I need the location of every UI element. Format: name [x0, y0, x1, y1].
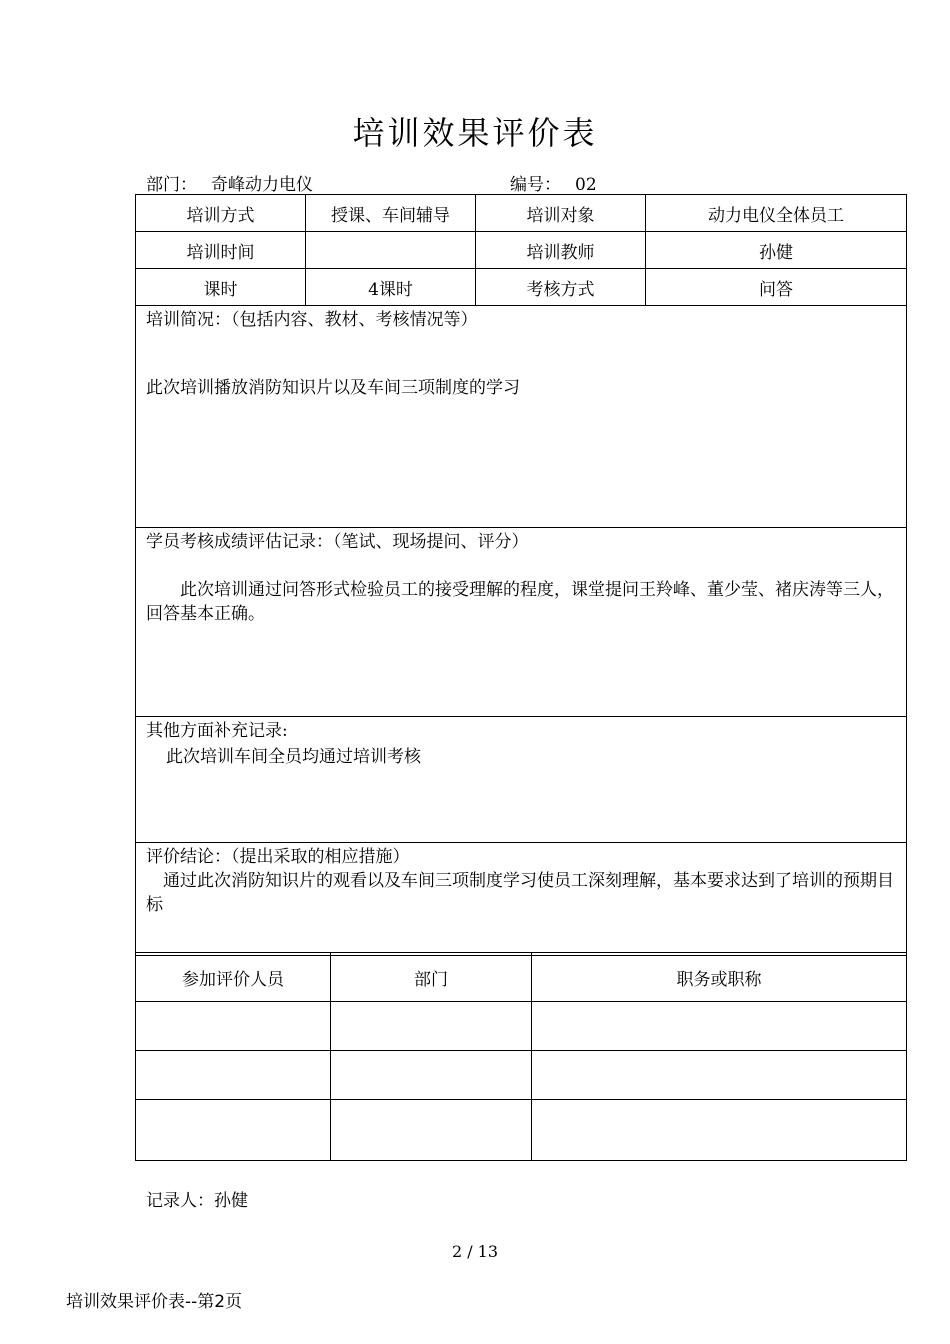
evaluation-conclusion-text: 通过此次消防知识片的观看以及车间三项制度学习使员工深刻理解，基本要求达到了培训的预期目标: [146, 871, 894, 915]
department-value: 奇峰动力电仪: [211, 175, 313, 195]
table-cell: [331, 1051, 532, 1100]
table-row: [136, 306, 907, 528]
table-row: [136, 528, 907, 717]
training-method-label: 培训方式: [136, 195, 306, 232]
table-cell: [331, 1002, 532, 1051]
table-row: [136, 1002, 907, 1051]
page-footer: 培训效果评价表--第2页: [66, 1292, 243, 1312]
class-hours-label: 课时: [136, 269, 306, 306]
table-row: [136, 232, 907, 269]
table-row: [136, 195, 907, 232]
position-header: 职务或职称: [532, 953, 907, 1002]
training-summary-section: [136, 306, 907, 528]
training-info-table: [135, 194, 907, 956]
class-hours-value: 4课时: [306, 269, 476, 306]
document-title: 培训效果评价表: [352, 114, 598, 152]
training-method-value: 授课、车间辅导: [306, 195, 476, 232]
table-cell: [532, 1002, 907, 1051]
other-records-label: 其他方面补充记录:: [146, 721, 288, 741]
table-row: [136, 269, 907, 306]
page-number: 2 / 13: [451, 1242, 499, 1261]
training-target-label: 培训对象: [476, 195, 646, 232]
table-cell: [532, 1051, 907, 1100]
code-label: 编号：: [510, 175, 561, 195]
table-header-row: [136, 953, 907, 1002]
assessment-method-value: 问答: [646, 269, 907, 306]
training-time-label: 培训时间: [136, 232, 306, 269]
training-summary-label: 培训简况：（包括内容、教材、考核情况等）: [146, 310, 478, 330]
evaluator-table: [135, 952, 907, 1161]
assessment-method-label: 考核方式: [476, 269, 646, 306]
code-value: 02: [575, 175, 597, 195]
table-cell: [136, 1100, 331, 1161]
table-cell: [532, 1100, 907, 1161]
evaluation-conclusion-label: 评价结论：（提出采取的相应措施）: [146, 847, 410, 867]
code-field: [510, 170, 597, 195]
table-cell: [136, 1002, 331, 1051]
table-row: [136, 1100, 907, 1161]
table-row: [136, 717, 907, 843]
department-label: 部门：: [146, 175, 197, 195]
trainer-label: 培训教师: [476, 232, 646, 269]
other-records-text: 此次培训车间全员均通过培训考核: [166, 747, 421, 767]
evaluator-header: 参加评价人员: [136, 953, 331, 1002]
table-cell: [331, 1100, 532, 1161]
training-time-value: [306, 232, 476, 269]
table-row: [136, 843, 907, 956]
other-records-section: [136, 717, 907, 843]
department-field: [146, 170, 313, 195]
assessment-record-section: [136, 528, 907, 717]
training-summary-text: 此次培训播放消防知识片以及车间三项制度的学习: [146, 378, 520, 398]
table-row: [136, 1051, 907, 1100]
trainer-value: 孙健: [646, 232, 907, 269]
department-header: 部门: [331, 953, 532, 1002]
training-target-value: 动力电仪全体员工: [646, 195, 907, 232]
assessment-record-label: 学员考核成绩评估记录：（笔试、现场提问、评分）: [146, 532, 529, 552]
recorder: 记录人：孙健: [146, 1191, 248, 1211]
assessment-record-text: 此次培训通过问答形式检验员工的接受理解的程度，课堂提问王羚峰、董少莹、褚庆涛等三人，回答基本正确。: [146, 580, 894, 624]
evaluation-conclusion-section: [136, 843, 907, 956]
table-cell: [136, 1051, 331, 1100]
